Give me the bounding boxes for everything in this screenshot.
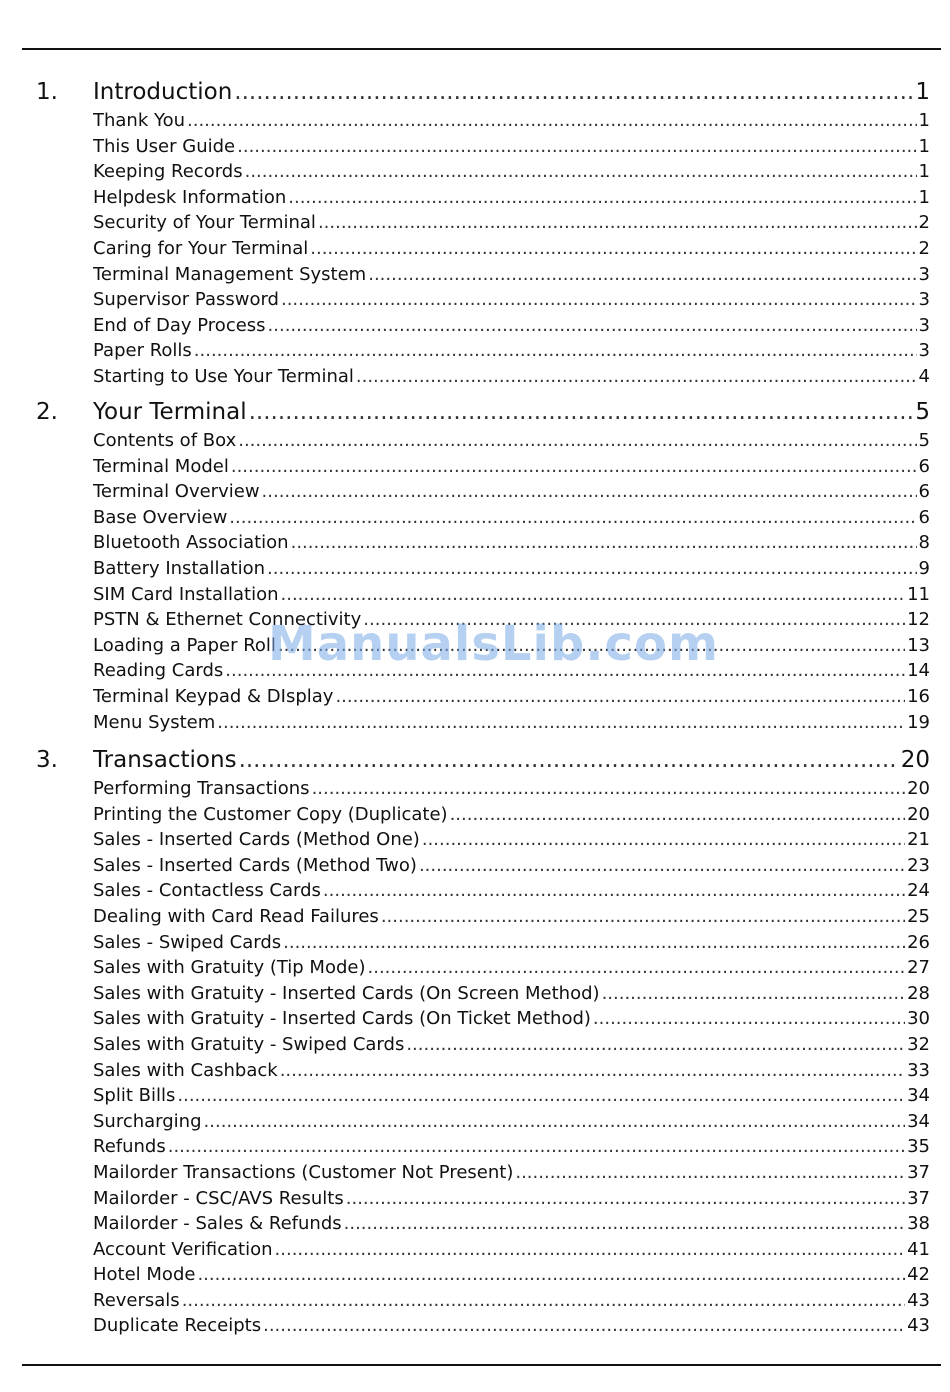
dot-leader [278, 633, 905, 659]
toc-entry[interactable] [93, 827, 930, 853]
dot-leader [249, 396, 914, 428]
entry-page-number: 43 [907, 1289, 930, 1311]
entry-title: Hotel Mode [93, 1264, 196, 1286]
toc-entry[interactable] [93, 1237, 930, 1263]
section-title: Your Terminal [93, 399, 247, 425]
entry-page-number: 38 [907, 1213, 930, 1235]
entry-page-number: 6 [918, 455, 930, 477]
entry-page-number: 34 [907, 1110, 930, 1132]
toc-entry[interactable] [93, 530, 930, 556]
dot-leader [344, 1211, 905, 1237]
entry-title: Keeping Records [93, 161, 243, 183]
entry-page-number: 20 [907, 778, 930, 799]
dot-leader [422, 827, 905, 853]
entry-title: Battery Installation [93, 557, 266, 579]
toc-entry[interactable] [93, 1211, 930, 1237]
dot-leader [197, 1262, 905, 1288]
entry-page-number: 3 [918, 263, 930, 285]
dot-leader [275, 1237, 906, 1263]
entry-title: Sales - Inserted Cards (Method Two) [93, 854, 417, 876]
entry-title: Surcharging [93, 1110, 202, 1132]
entry-page-number: 33 [907, 1059, 930, 1081]
dot-leader [381, 904, 905, 930]
dot-leader [280, 1058, 905, 1084]
entry-title: Mailorder - CSC/AVS Results [93, 1187, 344, 1209]
entry-title: Sales with Cashback [93, 1059, 278, 1081]
dot-leader [239, 744, 899, 776]
entry-title: Contents of Box [93, 430, 237, 451]
entry-title: Performing Transactions [93, 778, 310, 799]
dot-leader [263, 1313, 905, 1339]
toc-entry[interactable] [93, 1083, 930, 1109]
section-heading-link[interactable] [93, 396, 930, 428]
entry-title: Starting to Use Your Terminal [93, 365, 354, 387]
toc-entry[interactable] [93, 1109, 930, 1135]
entry-page-number: 27 [907, 957, 930, 979]
entry-page-number: 11 [907, 583, 930, 605]
entry-title: Duplicate Receipts [93, 1315, 262, 1337]
entry-title: Sales - Inserted Cards (Method One) [93, 829, 420, 851]
toc-entry[interactable] [93, 338, 930, 364]
dot-leader [335, 684, 905, 710]
toc-entry[interactable] [93, 607, 930, 633]
entry-title: Refunds [93, 1136, 166, 1158]
toc-entry[interactable] [93, 776, 930, 802]
entry-page-number: 5 [918, 430, 930, 451]
toc-entry[interactable] [93, 981, 930, 1007]
entry-title: PSTN & Ethernet Connectivity [93, 609, 362, 631]
toc-entry[interactable] [93, 428, 930, 454]
dot-leader [291, 530, 917, 556]
entry-page-number: 4 [918, 365, 930, 387]
entry-page-number: 26 [907, 931, 930, 953]
dot-leader [168, 1134, 905, 1160]
dot-leader [182, 1288, 905, 1314]
entry-title: Bluetooth Association [93, 532, 289, 554]
toc-entry[interactable] [93, 582, 930, 608]
entry-page-number: 1 [918, 135, 930, 157]
entry-page-number: 14 [907, 660, 930, 682]
dot-leader [602, 981, 906, 1007]
entry-title: SIM Card Installation [93, 583, 279, 605]
toc-section-transactions [0, 744, 950, 1339]
toc-entry[interactable] [93, 1058, 930, 1084]
entry-page-number: 6 [918, 506, 930, 528]
dot-leader [268, 313, 917, 339]
dot-leader [288, 185, 916, 211]
entry-title: Security of Your Terminal [93, 212, 316, 234]
entry-title: Menu System [93, 711, 216, 733]
entry-page-number: 13 [907, 634, 930, 656]
toc-entry[interactable] [93, 505, 930, 531]
entry-page-number: 2 [918, 237, 930, 259]
entry-title: Sales with Gratuity - Swiped Cards [93, 1033, 405, 1055]
toc-entry[interactable] [93, 1186, 930, 1212]
entry-title: Sales with Gratuity - Inserted Cards (On Screen Method) [93, 982, 600, 1004]
entry-page-number: 1 [918, 161, 930, 183]
toc-entry[interactable] [93, 1288, 930, 1314]
dot-leader [177, 1083, 905, 1109]
dot-leader [262, 479, 917, 505]
dot-leader [318, 210, 917, 236]
dot-leader [281, 287, 917, 313]
entry-page-number: 20 [907, 803, 930, 825]
toc-section-your-terminal [0, 396, 950, 735]
entry-title: Split Bills [93, 1085, 176, 1107]
entry-page-number: 37 [907, 1161, 930, 1183]
toc-entry[interactable] [93, 313, 930, 339]
entry-page-number: 21 [907, 829, 930, 851]
toc-entry[interactable] [93, 556, 930, 582]
entry-page-number: 30 [907, 1008, 930, 1030]
entry-page-number: 23 [907, 854, 930, 876]
section-entries [0, 428, 950, 735]
section-number: 2. [36, 399, 58, 425]
entry-title: Sales with Gratuity (Tip Mode) [93, 957, 366, 979]
dot-leader [267, 556, 917, 582]
entry-title: Dealing with Card Read Failures [93, 905, 379, 927]
toc-entry[interactable] [93, 802, 930, 828]
dot-leader [283, 930, 905, 956]
dot-leader [238, 428, 916, 454]
dot-leader [346, 1186, 905, 1212]
entry-title: Caring for Your Terminal [93, 237, 309, 259]
entry-page-number: 6 [918, 481, 930, 503]
section-heading-link[interactable] [93, 76, 930, 108]
entry-page-number: 24 [907, 880, 930, 902]
dot-leader [363, 607, 905, 633]
section-title: Transactions [93, 747, 237, 773]
toc-entry[interactable] [93, 236, 930, 262]
toc-entry[interactable] [93, 364, 930, 390]
entry-title: This User Guide [93, 135, 236, 157]
entry-title: Terminal Model [93, 455, 229, 477]
entry-page-number: 3 [918, 314, 930, 336]
section-title: Introduction [93, 79, 233, 105]
entry-title: Base Overview [93, 506, 228, 528]
entry-page-number: 42 [907, 1264, 930, 1286]
toc-entry[interactable] [93, 1313, 930, 1339]
dot-leader [281, 582, 906, 608]
entry-title: Mailorder Transactions (Customer Not Present) [93, 1161, 514, 1183]
section-page-number: 20 [900, 747, 930, 773]
toc-entry[interactable] [93, 185, 930, 211]
entry-title: Printing the Customer Copy (Duplicate) [93, 803, 448, 825]
dot-leader [323, 878, 905, 904]
toc-entry[interactable] [93, 262, 930, 288]
dot-leader [231, 454, 917, 480]
entry-title: Terminal Keypad & DIsplay [93, 685, 334, 707]
toc-entry[interactable] [93, 108, 930, 134]
section-entries [0, 776, 950, 1339]
toc-entry[interactable] [93, 853, 930, 879]
toc-entry[interactable] [93, 479, 930, 505]
toc-entry[interactable] [93, 1032, 930, 1058]
entry-page-number: 12 [907, 609, 930, 631]
toc-entry[interactable] [93, 1160, 930, 1186]
entry-page-number: 8 [918, 532, 930, 554]
watermark: ManualsLib.com [268, 616, 719, 672]
entry-title: Terminal Management System [93, 263, 367, 285]
toc-entry[interactable] [93, 159, 930, 185]
toc-entry[interactable] [93, 454, 930, 480]
dot-leader [310, 236, 916, 262]
dot-leader [406, 1032, 905, 1058]
entry-title: Supervisor Password [93, 289, 279, 311]
entry-page-number: 16 [907, 685, 930, 707]
toc-entry[interactable] [93, 904, 930, 930]
entry-page-number: 35 [907, 1136, 930, 1158]
toc-entry[interactable] [93, 210, 930, 236]
section-heading-link[interactable] [93, 744, 930, 776]
dot-leader [419, 853, 905, 879]
entry-page-number: 25 [907, 905, 930, 927]
entry-page-number: 34 [907, 1085, 930, 1107]
entry-page-number: 3 [918, 340, 930, 362]
entry-page-number: 1 [918, 110, 930, 131]
entry-page-number: 19 [907, 711, 930, 733]
toc-entry[interactable] [93, 710, 930, 736]
dot-leader [194, 338, 917, 364]
entry-title: Helpdesk Information [93, 186, 287, 208]
entry-title: Reversals [93, 1289, 180, 1311]
entry-page-number: 3 [918, 289, 930, 311]
dot-leader [368, 262, 916, 288]
entry-title: Paper Rolls [93, 340, 192, 362]
dot-leader [217, 710, 905, 736]
toc-entry[interactable] [93, 1134, 930, 1160]
entry-page-number: 2 [918, 212, 930, 234]
dot-leader [225, 658, 905, 684]
entry-page-number: 1 [918, 186, 930, 208]
toc-entry[interactable] [93, 658, 930, 684]
dot-leader [593, 1006, 905, 1032]
entry-title: Sales with Gratuity - Inserted Cards (On Ticket Method) [93, 1008, 591, 1030]
toc-entry[interactable] [93, 955, 930, 981]
entry-title: Account Verification [93, 1238, 273, 1260]
section-page-number: 5 [915, 399, 930, 425]
entry-title: Mailorder - Sales & Refunds [93, 1213, 342, 1235]
entry-page-number: 28 [907, 982, 930, 1004]
toc-entry[interactable] [93, 134, 930, 160]
entry-title: Reading Cards [93, 660, 224, 682]
dot-leader [187, 108, 917, 134]
entry-page-number: 32 [907, 1033, 930, 1055]
dot-leader [368, 955, 906, 981]
dot-leader [229, 505, 916, 531]
dot-leader [312, 776, 906, 802]
entry-page-number: 41 [907, 1238, 930, 1260]
dot-leader [204, 1109, 906, 1135]
toc-entry[interactable] [93, 1262, 930, 1288]
toc-entry[interactable] [93, 930, 930, 956]
bottom-rule [22, 1364, 941, 1366]
entry-title: Sales - Contactless Cards [93, 880, 321, 902]
toc-entry[interactable] [93, 633, 930, 659]
dot-leader [450, 802, 906, 828]
entry-page-number: 43 [907, 1315, 930, 1337]
toc-entry[interactable] [93, 287, 930, 313]
dot-leader [237, 134, 916, 160]
entry-title: Terminal Overview [93, 481, 260, 503]
section-page-number: 1 [915, 79, 930, 105]
section-number: 1. [36, 79, 58, 105]
toc-entry[interactable] [93, 1006, 930, 1032]
dot-leader [515, 1160, 905, 1186]
entry-page-number: 9 [918, 557, 930, 579]
toc-entry[interactable] [93, 878, 930, 904]
entry-title: Sales - Swiped Cards [93, 931, 282, 953]
entry-title: Thank You [93, 110, 186, 131]
entry-title: End of Day Process [93, 314, 266, 336]
entry-page-number: 37 [907, 1187, 930, 1209]
toc-entry[interactable] [93, 684, 930, 710]
section-entries [0, 108, 950, 390]
dot-leader [245, 159, 917, 185]
toc-section-introduction [0, 76, 950, 390]
entry-title: Loading a Paper Roll [93, 634, 276, 656]
dot-leader [234, 76, 913, 108]
section-number: 3. [36, 747, 58, 773]
dot-leader [356, 364, 917, 390]
